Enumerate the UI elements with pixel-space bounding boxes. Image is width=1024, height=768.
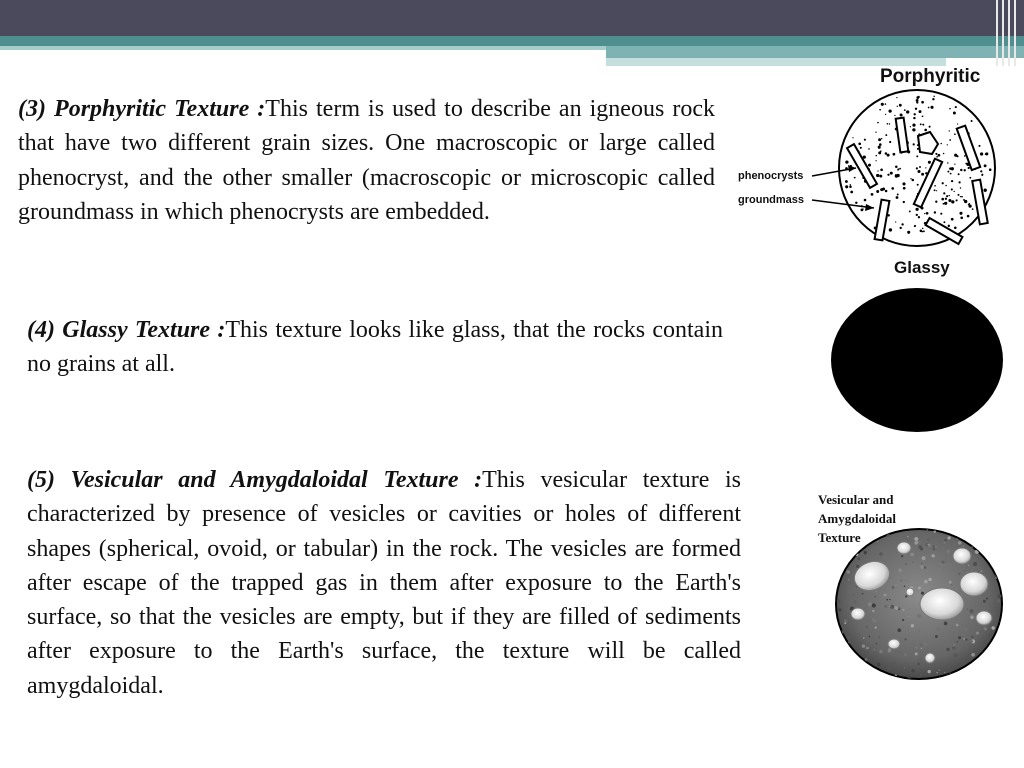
slide-header-bar <box>0 0 1024 36</box>
porphyritic-text: This term is used to describe an igneous rock that have two different grain sizes. One macroscopic or large called phenocryst, and the other smaller (macroscopic or microscopic called groundmass in which phenocrysts are embedded. <box>18 96 716 225</box>
vesicular-title-line: Amygdaloidal <box>818 511 897 526</box>
vesicular-text: This vesicular texture is characterized by presence of vesicles or cavities or holes of different shapes (spherical, ovoid, or tabular) in the rock. The vesicles are formed after escape of the trapped gas in them after exposure to the Earth's surface, so that the vesicles are empty, but if they are filled of sediments after exposure to the Earth's surface, the texture will be called amygdaloidal. <box>27 467 741 699</box>
glassy-figure-title: Glassy <box>894 258 950 277</box>
glassy-diagram <box>828 286 1006 434</box>
phenocrysts-label: phenocrysts <box>738 170 804 182</box>
porphyritic-paragraph <box>18 92 715 229</box>
header-edge-lines <box>992 0 1024 66</box>
header-stripe-pale <box>606 58 946 66</box>
header-stripe-light <box>0 46 606 50</box>
porphyritic-heading: (3) Porphyritic Texture : <box>18 96 266 122</box>
glassy-heading: (4) Glassy Texture : <box>27 317 226 343</box>
vesicular-rock-image <box>834 526 1006 682</box>
groundmass-label: groundmass <box>738 194 805 206</box>
vesicular-title-line: Vesicular and <box>818 492 894 507</box>
glassy-text: This texture looks like glass, that the rocks contain no grains at all. <box>27 317 723 378</box>
vesicular-heading: (5) Vesicular and Amygdaloidal Texture : <box>27 467 483 493</box>
porphyritic-figure-title: Porphyritic <box>880 66 981 87</box>
glassy-paragraph <box>27 313 723 382</box>
vesicular-title-line: Texture <box>818 530 861 545</box>
header-stripe-teal <box>0 36 1024 46</box>
vesicular-paragraph <box>27 463 741 703</box>
header-stripe-mid <box>606 46 1024 58</box>
